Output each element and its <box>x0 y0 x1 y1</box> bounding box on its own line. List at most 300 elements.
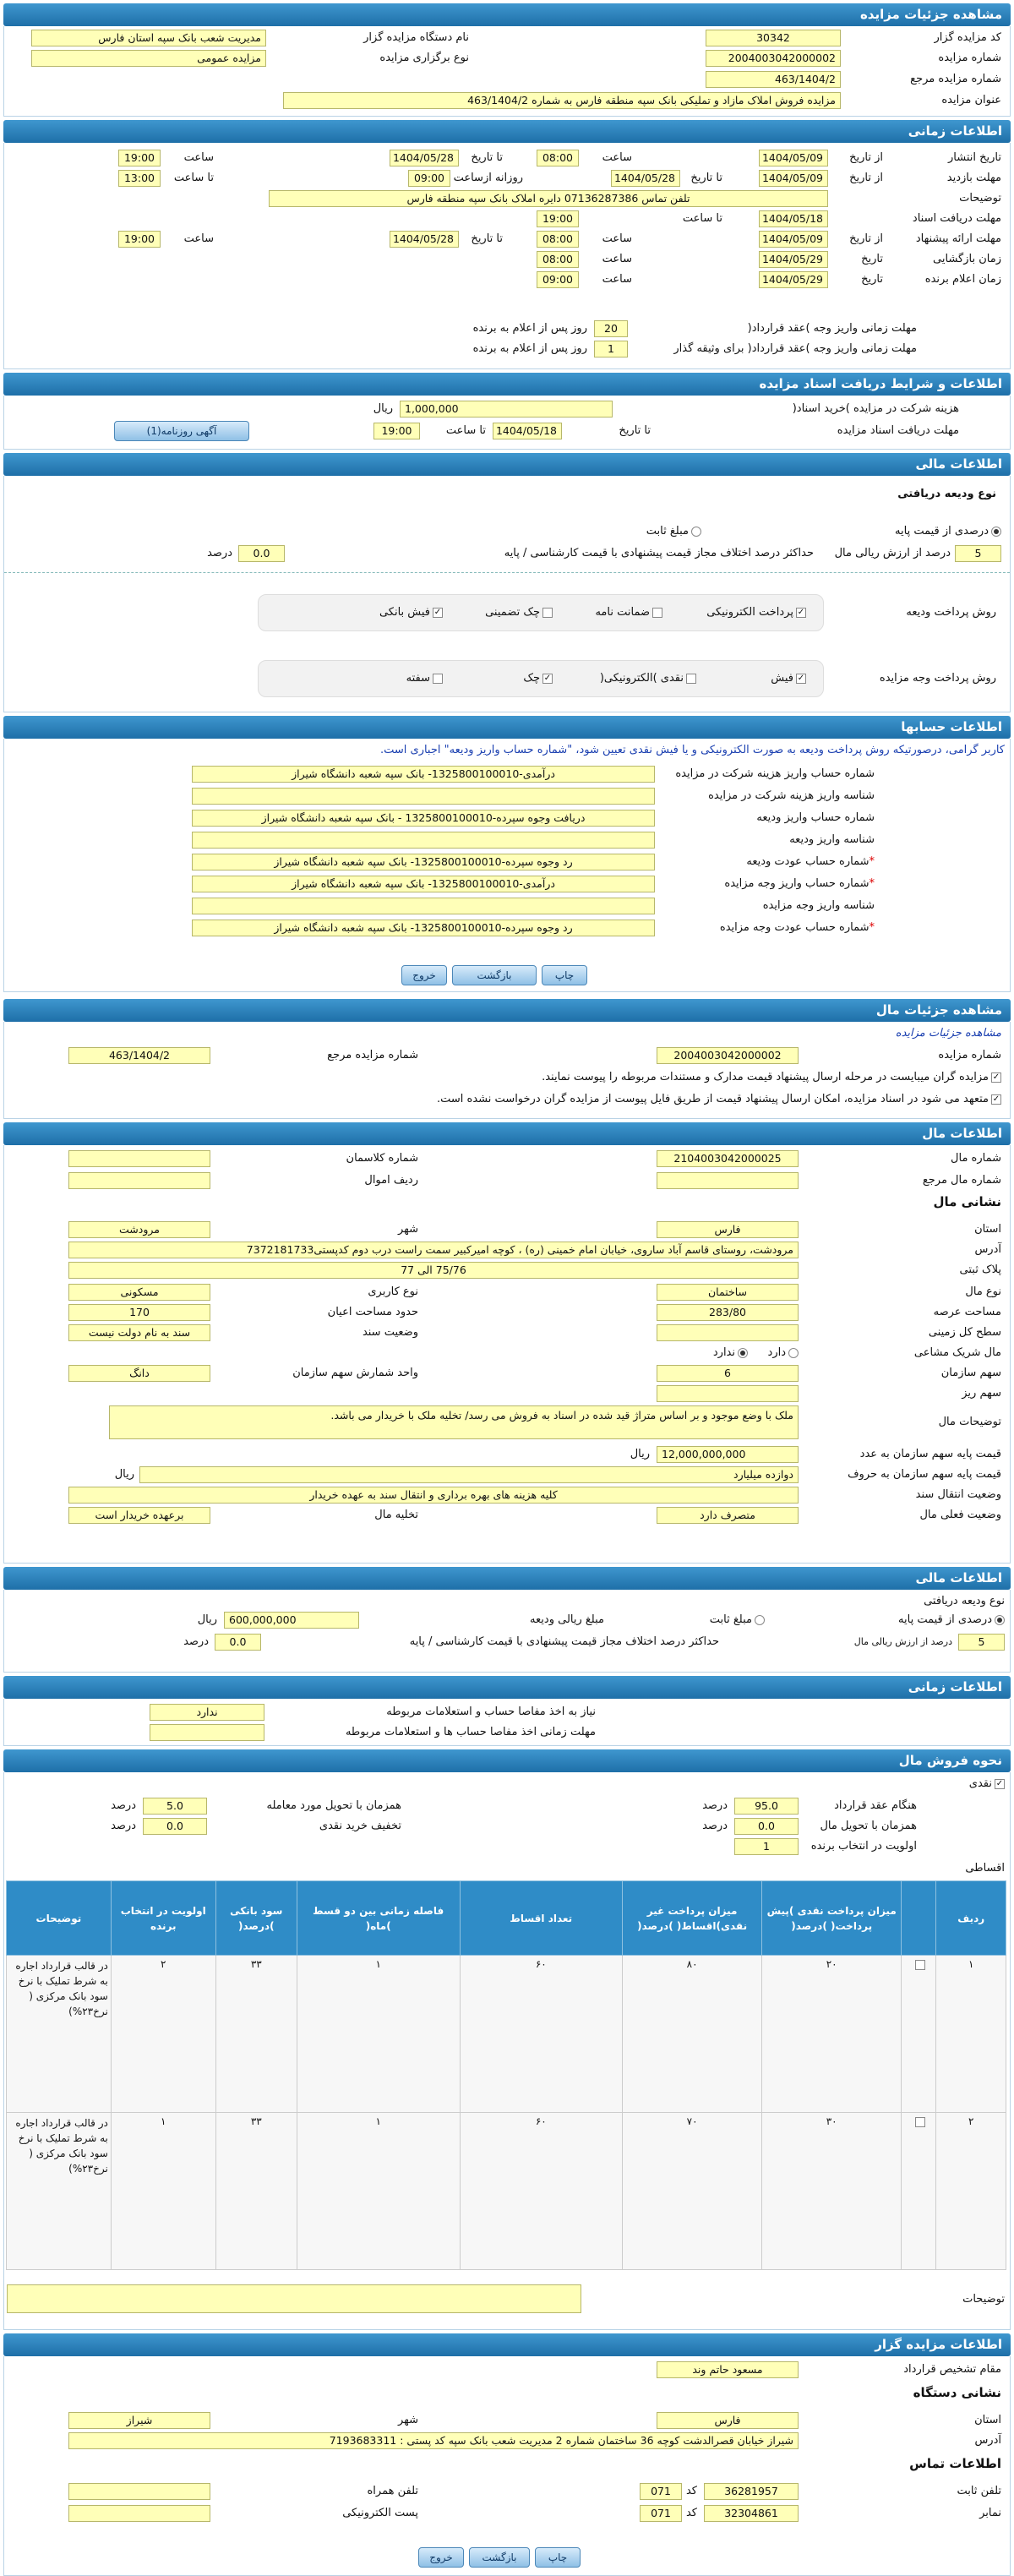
city-label: شهر <box>397 1223 418 1236</box>
docs-deadline-date: 1404/05/18 <box>493 423 562 439</box>
financial-section <box>3 476 1011 712</box>
city-field: مرودشت <box>68 1221 210 1238</box>
pub-label: تاریخ انتشار <box>948 151 1001 164</box>
evict-field: برعهده خریدار است <box>68 1507 210 1524</box>
pct-value-field: 5 <box>955 545 1001 562</box>
table-row <box>7 1956 1006 2113</box>
check1-label: مزایده گران میبایست در مرحله ارسال پیشنهاد قیمت مدارک و مستندات مربوطه را پیوست نمایند. <box>542 1071 989 1083</box>
to-label: تا تاریخ <box>690 172 722 184</box>
with-deal-field: 5.0 <box>143 1798 207 1815</box>
to-time-label: تا ساعت <box>445 424 486 437</box>
item-field: 2104003042000025 <box>657 1150 799 1167</box>
amount-label: مبلغ ریالی ودیعه <box>530 1613 604 1626</box>
ann-date-field: 1404/05/29 <box>759 271 828 288</box>
unit-field: دانگ <box>68 1365 210 1382</box>
desc-label: توضیحات <box>962 2293 1005 2306</box>
account-row-label <box>675 766 875 783</box>
email-label: پست الکترونیکی <box>342 2507 418 2519</box>
docs-time-field: 19:00 <box>537 210 579 227</box>
date-label: تاریخ <box>861 273 883 286</box>
percent-label: درصد <box>183 1635 209 1648</box>
back-button[interactable]: بازگشت <box>469 2547 530 2568</box>
checkbox-icon[interactable] <box>686 674 696 684</box>
current-field: متصرف دارد <box>657 1507 799 1524</box>
pct-value-field: 5 <box>958 1634 1005 1651</box>
checkbox-checked-icon[interactable]: ✓ <box>543 673 552 683</box>
agency-address-heading: نشانی دستگاه <box>913 2385 1001 2400</box>
plaque-label: پلاک ثبتی <box>959 1263 1001 1276</box>
contract-suffix: روز پس از اعلام به برنده <box>472 322 587 335</box>
current-label: وضعیت فعلی مال <box>919 1509 1001 1521</box>
account-row-label-text: شناسه واریز وجه مزایده <box>762 899 875 912</box>
fax-code-field: 071 <box>640 2505 682 2522</box>
discount-field: 0.0 <box>143 1818 207 1835</box>
fixed-radio[interactable] <box>755 1615 765 1625</box>
price-label: قیمت پایه سهم سازمان به عدد <box>859 1448 1001 1460</box>
divider <box>4 572 1010 573</box>
table-header-cell: فاصله زمانی بین دو قسط )ماه( <box>297 1881 460 1956</box>
percent-label: درصد <box>111 1820 136 1832</box>
account-row-label <box>746 854 875 870</box>
max-diff-field: 0.0 <box>215 1634 261 1651</box>
table-cell-desc: در قالب قرارداد اجاره به شرط تملیک با نرخ سود بانک مرکزی ( نرخ۲۳%) <box>7 1956 112 2113</box>
pct-suffix: درصد از ارزش ریالی مال <box>834 547 951 559</box>
account-row-label-text: شماره حساب واریز ودیعه <box>756 811 875 824</box>
clearance-label: نیاز به اخذ مفاصا حساب و استعلامات مربوطه <box>386 1706 596 1718</box>
pay2-cheque[interactable] <box>523 670 553 687</box>
city-field: شیراز <box>68 2412 210 2429</box>
table-header-cell: تعداد اقساط <box>460 1881 623 1956</box>
use-label: نوع کاربری <box>368 1285 418 1298</box>
account-row-label <box>708 788 875 805</box>
org-field: مدیریت شعب بانک سپه استان فارس <box>31 30 266 46</box>
account-row-label-text: شناسه واریز ودیعه <box>789 833 875 846</box>
clearance-field: ندارد <box>150 1704 264 1721</box>
item-time-section <box>3 1699 1011 1746</box>
plaque-field: 75/76 الی 77 <box>68 1262 799 1279</box>
auction-details-header: مشاهده جزئیات مزایده <box>3 3 1011 26</box>
account-row-label-text: شناسه واریز هزینه شرکت در مزایده <box>708 789 875 802</box>
table-header-cell: اولویت در انتخاب برنده <box>111 1881 215 1956</box>
table-cell-prio: ۱ <box>111 2113 215 2270</box>
contact-heading: اطلاعات تماس <box>909 2456 1001 2471</box>
kind-label: نوع مال <box>965 1285 1001 1298</box>
transfer-field: کلیه هزینه های بهره برداری و انتقال سند به عهده خریدار <box>68 1487 799 1504</box>
percent-label: درصد <box>702 1820 728 1832</box>
accounts-header: اطلاعات حسابها <box>3 716 1011 739</box>
contract-label: هنگام عقد قرارداد <box>834 1799 917 1812</box>
guarantee-suffix: روز پس از اعلام به برنده <box>472 342 587 355</box>
mobile-field <box>68 2483 210 2500</box>
pay2-method-label: روش پرداخت وجه مزایده <box>879 672 996 685</box>
num-field: 2004003042000002 <box>657 1047 799 1064</box>
prov-field: فارس <box>657 2412 799 2429</box>
pct-option[interactable] <box>898 1612 1005 1629</box>
area-field: 283/80 <box>657 1304 799 1321</box>
pay2-promissory[interactable] <box>406 670 443 687</box>
contract-label: مهلت زمانی واریز وجه )عقد قرارداد( <box>747 322 917 335</box>
prov-label: استان <box>974 2414 1001 2426</box>
table-row <box>7 2113 1006 2270</box>
guarantee-days-field: 1 <box>594 341 628 357</box>
share-label: سهم سازمان <box>940 1367 1001 1379</box>
shared-label: مال شریک مشاعی <box>913 1346 1001 1359</box>
desc-label: توضیحات <box>959 192 1001 205</box>
daily-label: روزانه ازساعت <box>453 172 523 184</box>
ref-field: 463/1404/2 <box>706 71 841 88</box>
table-cell-desc: در قالب قرارداد اجاره به شرط تملیک با نرخ سود بانک مرکزی ( نرخ۲۳%) <box>7 2113 112 2270</box>
to-time-label: تا ساعت <box>173 172 214 184</box>
sale-method-header: نحوه فروش مال <box>3 1749 1011 1772</box>
code-label: کد <box>685 2507 697 2519</box>
from-label: از تاریخ <box>849 232 883 245</box>
table-cell-count: ۶۰ <box>460 2113 623 2270</box>
deposit-type-label: نوع ودیعه دریافتی <box>924 1595 1005 1607</box>
words-label: قیمت پایه سهم سازمان به حروف <box>848 1468 1001 1481</box>
discount-label: تخفیف خرید نقدی <box>319 1820 401 1832</box>
floor-label: سطح کل زمینی <box>928 1326 1001 1339</box>
pay2-slip[interactable] <box>771 670 806 687</box>
words-field: دوازده میلیارد <box>139 1466 799 1483</box>
docs-deadline-time: 19:00 <box>373 423 420 439</box>
auctioneer-info-header: اطلاعات مزایده گزار <box>3 2333 1011 2356</box>
open-date-field: 1404/05/29 <box>759 251 828 268</box>
addr-field: شیراز خیابان قصرالدشت کوچه 36 ساختمان شماره 2 مدیریت شعب بانک سپه کد پستی : 7193683311 <box>68 2432 799 2449</box>
pay-guarantee-label: ضمانت نامه <box>595 606 650 619</box>
use-field: مسکونی <box>68 1284 210 1301</box>
item-financial-section <box>3 1590 1011 1673</box>
pct-option[interactable] <box>895 523 1001 540</box>
pub-time2-field: 19:00 <box>118 150 161 166</box>
prov-field: فارس <box>657 1221 799 1238</box>
offer-from-field: 1404/05/09 <box>759 231 828 248</box>
addr-field: مرودشت، روستای قاسم آباد ساروی، خیابان امام خمینی (ره) ، کوچه امیرکبیر سمت راست درب دوم کدپستی7372181733 <box>68 1242 799 1258</box>
account-row-field: رد وجوه سپرده-1325800100010- بانک سپه شعبه دانشگاه شیراز <box>192 854 655 870</box>
minor-label: سهم ریز <box>962 1387 1001 1400</box>
account-row-label-text: شماره حساب عودت ودیعه <box>746 855 870 868</box>
table-cell-noncash: ۸۰ <box>623 1956 762 2113</box>
bldg-field: 170 <box>68 1304 210 1321</box>
type-label: نوع برگزاری مزایده <box>379 52 469 64</box>
desc-field <box>7 2284 581 2313</box>
account-row-label <box>724 876 875 892</box>
max-diff-label: حداکثر درصد اختلاف مجاز قیمت پیشنهادی با قیمت کارشناسی / پایه <box>504 547 814 559</box>
with-deal-label: همزمان با تحویل مورد معامله <box>266 1799 401 1812</box>
item-details-header: مشاهده جزئیات مال <box>3 999 1011 1022</box>
fax-field: 32304861 <box>704 2505 799 2522</box>
pct-suffix: درصد از ارزش ریالی مال <box>853 1636 952 1647</box>
percent-label: درصد <box>207 547 232 559</box>
account-row-label <box>720 920 875 936</box>
desc-field: تلفن تماس 07136287386 دایره املاک بانک سپه منطقه فارس <box>269 190 828 207</box>
table-header-cell: ردیف <box>936 1881 1006 1956</box>
deliver-field: 0.0 <box>734 1818 799 1835</box>
phone-label: تلفن ثابت <box>957 2485 1001 2497</box>
floor-field <box>657 1324 799 1341</box>
to-label: تا تاریخ <box>471 151 503 164</box>
deadline-label: مهلت دریافت اسناد مزایده <box>837 424 959 437</box>
checkbox-icon[interactable] <box>915 2117 925 2127</box>
fixed-radio[interactable] <box>691 527 701 537</box>
auth-field: مسعود حاتم وند <box>657 2361 799 2378</box>
ref-label: شماره مزایده مرجع <box>910 73 1001 85</box>
account-row-field <box>192 832 655 849</box>
subject-label: عنوان مزایده <box>941 94 1001 106</box>
status-label: وضعیت سند <box>362 1326 418 1339</box>
area-label: مساحت عرصه <box>933 1306 1001 1318</box>
guarantee-label: مهلت زمانی واریز وجه )عقد قرارداد( برای وثیقه گذار <box>673 342 917 355</box>
account-row-label-text: شماره حساب واریز وجه مزایده <box>724 877 870 890</box>
code-label: کد مزایده گزار <box>934 31 1001 44</box>
checkbox-icon[interactable] <box>915 1960 925 1970</box>
num-label: شماره مزایده <box>938 52 1001 64</box>
item-ref-field <box>657 1172 799 1189</box>
newspaper-ad-button[interactable]: آگهی روزنامه(1) <box>114 421 249 441</box>
account-row-label <box>756 810 875 827</box>
pct-option-label: درصدی از قیمت پایه <box>895 525 989 538</box>
offer-time2-field: 19:00 <box>118 231 161 248</box>
visit-t2-field: 13:00 <box>118 170 161 187</box>
from-label: از تاریخ <box>849 172 883 184</box>
num-label: شماره مزایده <box>938 1049 1001 1062</box>
rial-label: ریال <box>197 1613 217 1626</box>
class-field <box>68 1150 210 1167</box>
class-label: شماره کلاسمان <box>346 1152 418 1165</box>
installment-label: اقساطی <box>965 1862 1005 1875</box>
org-label: نام دستگاه مزایده گزار <box>363 31 469 44</box>
fixed-option[interactable] <box>710 1612 765 1629</box>
table-cell-interest: ۳۳ <box>215 2113 297 2270</box>
item-financial-header: اطلاعات مالی <box>3 1567 1011 1590</box>
row-select-cell[interactable] <box>902 1956 936 2113</box>
pay-method-group <box>258 594 824 631</box>
visit-t1-field: 09:00 <box>408 170 450 187</box>
email-field <box>68 2505 210 2522</box>
time-label: ساعت <box>602 232 632 245</box>
pay-method-label: روش پرداخت ودیعه <box>906 606 996 619</box>
account-row-field <box>192 898 655 914</box>
print-button[interactable]: چاپ <box>535 2547 581 2568</box>
visit-from-field: 1404/05/09 <box>759 170 828 187</box>
account-row-field: درآمدی-1325800100010- بانک سپه شعبه دانشگاه شیراز <box>192 766 655 783</box>
auctioneer-info-section <box>3 2356 1011 2576</box>
required-star: * <box>869 855 875 868</box>
table-cell-prio: ۲ <box>111 1956 215 2113</box>
priority-label: اولویت در انتخاب برنده <box>810 1840 917 1853</box>
ref-label: شماره مزایده مرجع <box>327 1049 418 1062</box>
hasnot-label: ندارد <box>712 1346 735 1359</box>
city-label: شهر <box>397 2414 418 2426</box>
checkbox-icon[interactable] <box>542 608 553 618</box>
pay-cheque[interactable] <box>485 604 553 621</box>
checkbox-icon[interactable] <box>652 608 662 618</box>
docs-conditions-section <box>3 396 1011 450</box>
table-cell-gap: ۱ <box>297 1956 460 2113</box>
fee-field: 1,000,000 <box>400 401 613 418</box>
contract-field: 95.0 <box>734 1798 799 1815</box>
pay-slip[interactable] <box>379 604 443 621</box>
pay2-slip-label: فیش <box>771 672 793 685</box>
exit-button[interactable]: خروج <box>401 965 447 985</box>
row-label: ردیف اموال <box>364 1174 418 1187</box>
notes-label: توضیحات مال <box>938 1416 1001 1428</box>
table-header-cell: میزان پرداخت غیر نقدی)اقساط( )درصد( <box>623 1881 762 1956</box>
to-label: تا تاریخ <box>471 232 503 245</box>
back-button[interactable]: بازگشت <box>452 965 537 985</box>
item-time-header: اطلاعات زمانی <box>3 1676 1011 1699</box>
hasnot-radio[interactable] <box>738 1348 748 1358</box>
table-header-cell: میزان پرداخت نقدی )پیش پرداخت( )درصد( <box>762 1881 902 1956</box>
minor-field <box>657 1385 799 1402</box>
checkbox-icon[interactable] <box>433 674 443 684</box>
checkbox-checked-icon[interactable]: ✓ <box>992 1094 1000 1104</box>
table-cell-row: ۲ <box>936 2113 1006 2270</box>
open-time-field: 08:00 <box>537 251 579 268</box>
docs-conditions-header: اطلاعات و شرایط دریافت اسناد مزایده <box>3 373 1011 396</box>
item-address-heading: نشانی مال <box>933 1194 1001 1209</box>
percent-label: درصد <box>702 1799 728 1812</box>
code-field: 30342 <box>706 30 841 46</box>
phone-code-field: 071 <box>640 2483 682 2500</box>
print-button[interactable]: چاپ <box>542 965 587 985</box>
docs-to-field: 1404/05/18 <box>759 210 828 227</box>
to-time-label: تا ساعت <box>682 212 722 225</box>
account-row-field: درآمدی-1325800100010- بانک سپه شعبه دانشگاه شیراز <box>192 876 655 892</box>
pay-slip-label: فیش بانکی <box>379 606 430 619</box>
fixed-option[interactable] <box>646 523 701 540</box>
open-label: زمان بازگشایی <box>933 253 1001 265</box>
item-info-section <box>3 1145 1011 1564</box>
table-cell-noncash: ۷۰ <box>623 2113 762 2270</box>
offer-to-field: 1404/05/28 <box>390 231 459 248</box>
table-cell-cash: ۲۰ <box>762 1956 902 2113</box>
row-select-cell[interactable] <box>902 2113 936 2270</box>
evict-label: تخلیه مال <box>374 1509 418 1521</box>
pub-time1-field: 08:00 <box>537 150 579 166</box>
pay-electronic[interactable] <box>706 604 806 621</box>
cash-label: نقدی <box>968 1777 992 1790</box>
pct-radio[interactable] <box>995 1615 1005 1625</box>
max-diff-label: حداکثر درصد اختلاف مجاز قیمت پیشنهادی با قیمت کارشناسی / پایه <box>409 1635 719 1648</box>
check2[interactable] <box>437 1091 1001 1108</box>
required-star: * <box>869 921 875 934</box>
checkbox-checked-icon[interactable]: ✓ <box>995 1778 1004 1788</box>
to-date-label: تا تاریخ <box>619 424 651 437</box>
ann-time-field: 09:00 <box>537 271 579 288</box>
time-label: ساعت <box>602 273 632 286</box>
checkbox-checked-icon[interactable]: ✓ <box>797 673 805 683</box>
table-header-cell: سود بانکی )درصد( <box>215 1881 297 1956</box>
bldg-label: حدود مساحت اعیان <box>327 1306 418 1318</box>
table-header-cell: توضیحات <box>7 1881 112 1956</box>
account-row-field <box>192 788 655 805</box>
checkbox-checked-icon[interactable]: ✓ <box>992 1072 1000 1082</box>
table-cell-row: ۱ <box>936 1956 1006 2113</box>
shared-has[interactable] <box>768 1345 799 1362</box>
pay2-promissory-label: سفته <box>406 672 430 685</box>
item-label: شماره مال <box>951 1152 1001 1165</box>
account-row-label-text: شماره حساب عودت وجه مزایده <box>719 921 870 934</box>
pay2-cheque-label: چک <box>523 672 540 685</box>
pay-guarantee[interactable] <box>595 604 662 621</box>
fee-label: هزینه شرکت در مزایده )خرید اسناد( <box>792 402 959 415</box>
addr-label: آدرس <box>974 2434 1001 2447</box>
has-label: دارد <box>767 1346 786 1359</box>
account-row-field: دریافت وجوه سپرده-1325800100010 - بانک سپه شعبه دانشگاه شیراز <box>192 810 655 827</box>
time-label: ساعت <box>602 151 632 164</box>
check1[interactable] <box>542 1069 1001 1086</box>
fixed-option-label: مبلغ ثابت <box>709 1613 752 1626</box>
pct-option-label: درصدی از قیمت پایه <box>898 1613 992 1626</box>
pay-cheque-label: چک تضمینی <box>485 606 540 619</box>
time-label: ساعت <box>602 253 632 265</box>
item-details-section <box>3 1022 1011 1119</box>
auction-details-link[interactable]: مشاهده جزئیات مزایده <box>895 1027 1001 1040</box>
item-info-header: اطلاعات مال <box>3 1122 1011 1145</box>
table-header-cell <box>902 1881 936 1956</box>
transfer-label: وضعیت انتقال سند <box>915 1488 1001 1501</box>
check2-label: متعهد می شود در اسناد مزایده، امکان ارسال پیشنهاد قیمت از طریق فایل پیوست از مزایده گران درخواست نشده است. <box>437 1093 989 1105</box>
pct-radio[interactable] <box>991 527 1001 537</box>
announce-label: زمان اعلام برنده <box>924 273 1001 286</box>
num-field: 2004003042000002 <box>706 50 841 67</box>
price-field: 12,000,000,000 <box>657 1446 799 1463</box>
accounts-section <box>3 739 1011 992</box>
kind-field: ساختمان <box>657 1284 799 1301</box>
prov-label: استان <box>974 1223 1001 1236</box>
unit-label: واحد شمارش سهم سازمان <box>292 1367 418 1379</box>
installments-table <box>6 1880 1006 2270</box>
time-info-section <box>3 143 1011 369</box>
accounts-notice: کاربر گرامی، درصورتیکه روش پرداخت ودیعه به صورت الکترونیکی و یا فیش نقدی تعیین شود، "شماره حساب واریز ودیعه" اجباری است. <box>379 744 1005 756</box>
has-radio[interactable] <box>788 1348 799 1358</box>
from-label: از تاریخ <box>849 151 883 164</box>
status-field: سند به نام دولت نیست <box>68 1324 210 1341</box>
pay2-cash-label: نقدی )الکترونیکی( <box>599 672 684 685</box>
table-cell-gap: ۱ <box>297 2113 460 2270</box>
checkbox-checked-icon[interactable]: ✓ <box>797 607 805 617</box>
account-row-label <box>789 832 875 849</box>
cash-check[interactable] <box>969 1776 1005 1793</box>
visit-to-field: 1404/05/28 <box>611 170 680 187</box>
clearance-deadline-label: مهلت زمانی اخذ مفاصا حساب ها و استعلامات مربوطه <box>345 1726 596 1738</box>
checkbox-checked-icon[interactable]: ✓ <box>433 607 442 617</box>
contract-days-field: 20 <box>594 320 628 337</box>
pay2-cash[interactable] <box>600 670 696 687</box>
visit-label: مهلت بازدید <box>946 172 1001 184</box>
item-ref-label: شماره مال مرجع <box>922 1174 1001 1187</box>
time-label: ساعت <box>183 232 214 245</box>
pub-to-field: 1404/05/28 <box>390 150 459 166</box>
addr-label: آدرس <box>974 1243 1001 1256</box>
mobile-label: تلفن همراه <box>367 2485 418 2497</box>
phone-field: 36281957 <box>704 2483 799 2500</box>
fax-label: نمابر <box>979 2507 1001 2519</box>
required-star: * <box>869 877 875 890</box>
pub-from-field: 1404/05/09 <box>759 150 828 166</box>
offer-label: مهلت ارائه پیشنهاد <box>915 232 1001 245</box>
max-diff-field: 0.0 <box>238 545 285 562</box>
pay-electronic-label: پرداخت الکترونیکی <box>706 606 793 619</box>
exit-button[interactable]: خروج <box>418 2547 464 2568</box>
deliver-label: همزمان با تحویل مال <box>820 1820 917 1832</box>
percent-label: درصد <box>111 1799 136 1812</box>
table-cell-count: ۶۰ <box>460 1956 623 2113</box>
shared-hasnot[interactable] <box>713 1345 748 1362</box>
deposit-type-label: نوع ودیعه دریافتی <box>897 488 996 500</box>
notes-field: ملک با وضع موجود و بر اساس متراژ قید شده در اسناد به فروش می رسد/ تخلیه ملک با خریدار می باشد. <box>109 1405 799 1439</box>
financial-header: اطلاعات مالی <box>3 453 1011 476</box>
